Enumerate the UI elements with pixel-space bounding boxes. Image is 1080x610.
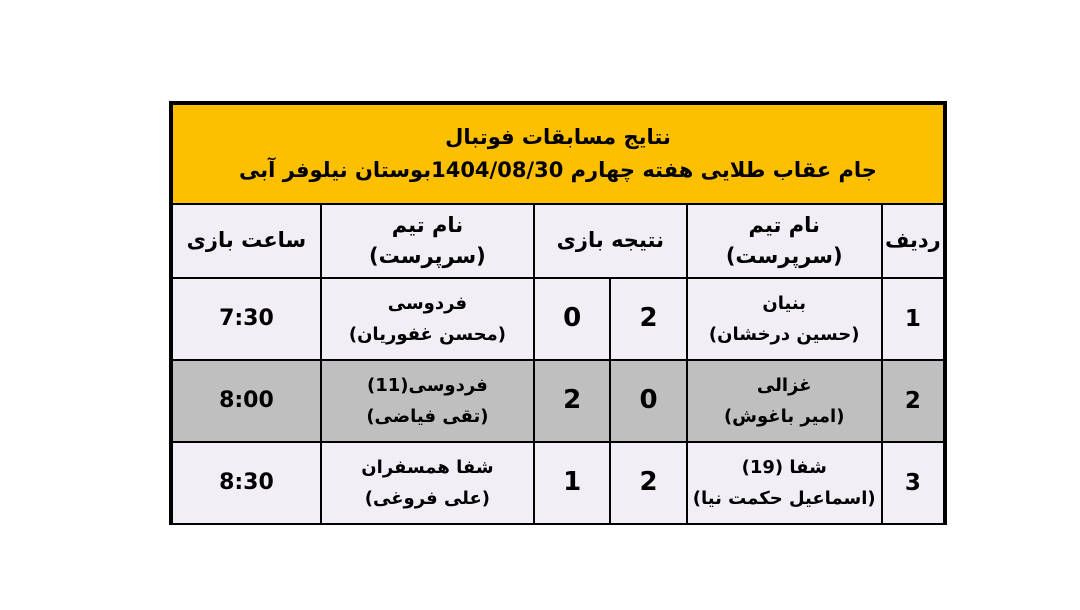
- results-table: [171, 103, 945, 525]
- team2-cell: [321, 360, 534, 442]
- header-team1: [687, 204, 882, 278]
- row-index: 3: [882, 442, 944, 524]
- team1-coach: (اسماعیل حکمت نیا): [692, 488, 876, 509]
- team2-name: فردوسی(11): [366, 374, 488, 396]
- table-row: [172, 442, 944, 524]
- team1-cell: [687, 442, 882, 524]
- row-index: 2: [882, 360, 944, 442]
- team1-cell: [687, 278, 882, 360]
- header-time: ساعت بازی: [172, 204, 321, 278]
- team2-cell: [321, 442, 534, 524]
- team1-score: 0: [610, 360, 686, 442]
- title-line-1: نتایج مسابقات فوتبال: [445, 125, 671, 150]
- match-time: 8:30: [172, 442, 321, 524]
- match-time: 7:30: [172, 278, 321, 360]
- title-row: [172, 104, 944, 204]
- team2-score: 0: [534, 278, 610, 360]
- team1-name: غزالی: [756, 374, 812, 396]
- results-table-container: [169, 101, 947, 525]
- team2-name: شفا همسفران: [361, 456, 494, 478]
- team2-coach: (علی فروغی): [364, 488, 491, 509]
- table-row: [172, 278, 944, 360]
- match-time: 8:00: [172, 360, 321, 442]
- team1-coach: (حسین درخشان): [708, 324, 860, 345]
- team2-name: فردوسی: [387, 292, 468, 314]
- team2-coach: (تقی فیاضی): [366, 406, 489, 427]
- header-team2: [321, 204, 534, 278]
- team1-coach: (امیر باغوش): [723, 406, 845, 427]
- team2-coach: (محسن غفوریان): [348, 324, 506, 345]
- header-result: نتیجه بازی: [534, 204, 687, 278]
- team2-cell: [321, 278, 534, 360]
- header-team1-sub: (سرپرست): [725, 244, 843, 268]
- table-title: [172, 104, 944, 204]
- header-team2-sub: (سرپرست): [369, 244, 486, 268]
- team2-score: 1: [534, 442, 610, 524]
- header-row: [172, 204, 944, 278]
- header-team2-label: نام تیم: [391, 212, 464, 237]
- table-row: [172, 360, 944, 442]
- team1-name: شفا (19): [741, 456, 827, 478]
- header-row-index: ردیف: [882, 204, 944, 278]
- team1-name: بنیان: [762, 292, 806, 314]
- team1-score: 2: [610, 442, 686, 524]
- row-index: 1: [882, 278, 944, 360]
- title-line-2: جام عقاب طلایی هفته چهارم 1404/08/30بوستان نیلوفر آبی: [239, 158, 877, 182]
- team1-score: 2: [610, 278, 686, 360]
- team1-cell: [687, 360, 882, 442]
- team2-score: 2: [534, 360, 610, 442]
- header-team1-label: نام تیم: [748, 212, 820, 237]
